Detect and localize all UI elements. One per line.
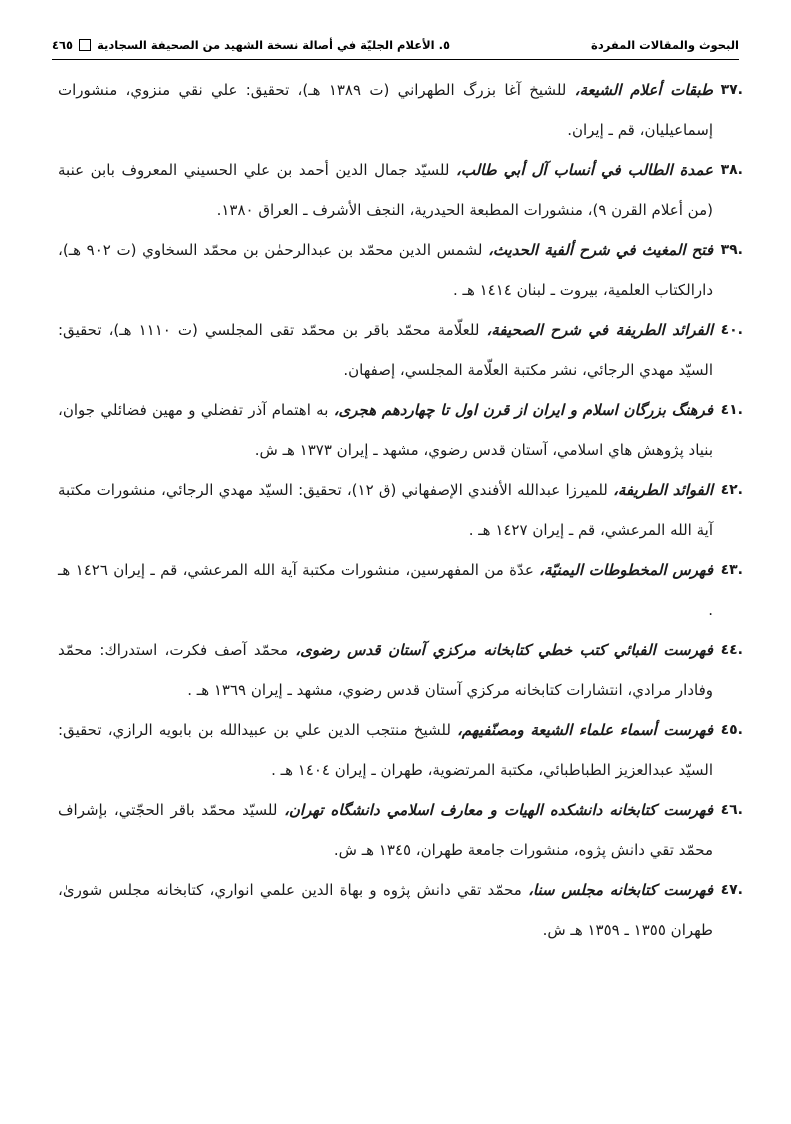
square-ornament-icon — [79, 39, 91, 51]
bibliography-entry — [58, 310, 743, 390]
entry-title: عمدة الطالب في أنساب آل أبي طالب، — [456, 161, 713, 179]
bibliography-entry — [58, 710, 743, 790]
entry-number: ٤٣. — [720, 562, 743, 578]
entry-details: للسيّد محمّد باقر الحجّتي، بإشراف محمّد تقي دانش پژوه، منشورات جامعة طهران، ١٣٤٥ هـ ش. — [58, 801, 713, 859]
entry-title: طبقات أعلام الشيعة، — [574, 81, 713, 99]
bibliography-entry — [58, 470, 743, 550]
entry-number: ٣٨. — [720, 162, 743, 178]
bibliography-list — [58, 70, 743, 950]
entry-number: ٤٦. — [720, 802, 743, 818]
entry-details: للسيّد جمال الدين أحمد بن علي الحسيني المعروف بابن عنبة (من أعلام القرن ٩)، منشورات المطبعة الحيدرية، النجف الأشرف ـ العراق ١٣٨٠. — [58, 161, 713, 219]
entry-title: فهرست الفبائي كتب خطي كتابخانه مركزي آستان قدس رضوى، — [295, 641, 713, 659]
entry-number: ٤٠. — [720, 322, 743, 338]
entry-details: لشمس الدين محمّد بن عبدالرحمٰن بن محمّد السخاوي (ت ٩٠٢ هـ)، دارالكتاب العلمية، بيروت ـ لبنان ١٤١٤ هـ . — [58, 241, 713, 299]
entry-details: للميرزا عبدالله الأفندي الإصفهاني (ق ١٢)، تحقيق: السيّد مهدي الرجائي، منشورات مكتبة آية الله المرعشي، قم ـ إيران ١٤٢٧ هـ . — [58, 481, 713, 539]
entry-number: ٤٥. — [720, 722, 743, 738]
entry-details: للشيخ منتجب الدين علي بن عبيدالله بن بابويه الرازي، تحقيق: السيّد عبدالعزيز الطباطبائي، مكتبة المرتضوية، طهران ـ إيران ١٤٠٤ هـ . — [58, 721, 713, 779]
entry-number: ٤٤. — [720, 642, 743, 658]
header-article-info — [52, 38, 450, 52]
entry-title: فرهنگ بزرگان اسلام و ايران از قرن اول تا چهاردهم هجرى، — [333, 401, 713, 419]
entry-details: للعلّامة محمّد باقر بن محمّد تقى المجلسي (ت ١١١٠ هـ)، تحقيق: السيّد مهدي الرجائي، نشر مكتبة العلّامة المجلسي، إصفهان. — [58, 321, 713, 379]
entry-title: فهرس المخطوطات اليمنيّة، — [539, 561, 714, 579]
entry-number: ٣٩. — [720, 242, 743, 258]
page-number: ٤٦٥ — [52, 38, 74, 52]
entry-title: فهرست كتابخانه دانشكده الهيات و معارف اسلامي دانشگاه تهران، — [284, 801, 713, 819]
entry-details: محمّد آصف فكرت، استدراك: محمّد وفادار مرادي، انتشارات كتابخانه مركزي آستان قدس رضوي، مشهد ـ إيران ١٣٦٩ هـ . — [58, 641, 713, 699]
entry-title: الفوائد الطريفة، — [613, 481, 714, 499]
header-article-title: ٥. الأعلام الجليّة في أصالة نسخة الشهيد من الصحيفة السجادية — [97, 38, 450, 52]
entry-number: ٤٧. — [720, 882, 743, 898]
entry-title: فهرست كتابخانه مجلس سنا، — [528, 881, 713, 899]
entry-title: فهرست أسماء علماء الشيعة ومصنّفيهم، — [457, 721, 713, 739]
entry-details: عدّة من المفهرسين، منشورات مكتبة آية الله المرعشي، قم ـ إيران ١٤٢٦ هـ . — [58, 561, 713, 619]
entry-details: للشيخ آغا بزرگ الطهراني (ت ١٣٨٩ هـ)، تحقيق: علي نقي منزوي، منشورات إسماعيليان، قم ـ إيران. — [58, 81, 713, 139]
bibliography-entry — [58, 870, 743, 950]
entry-title: فتح المغيث في شرح ألفية الحديث، — [488, 241, 713, 259]
bibliography-entry — [58, 150, 743, 230]
bibliography-entry — [58, 230, 743, 310]
header-rule — [52, 59, 739, 60]
entry-number: ٤١. — [720, 402, 743, 418]
header-section-title: البحوث والمقالات المفردة — [591, 38, 739, 52]
bibliography-entry — [58, 390, 743, 470]
entry-details: به اهتمام آذر تفضلي و مهين فضائلي جوان، بنياد پژوهش هاي اسلامي، آستان قدس رضوي، مشهد ـ إيران ١٣٧٣ هـ ش. — [58, 401, 713, 459]
bibliography-entry — [58, 550, 743, 630]
bibliography-entry — [58, 630, 743, 710]
entry-title: الفرائد الطريفة في شرح الصحيفة، — [486, 321, 713, 339]
running-header — [52, 32, 739, 58]
entry-details: محمّد تقي دانش پژوه و بهاة الدين علمي انواري، كتابخانه مجلس شورىٰ، طهران ١٣٥٥ ـ ١٣٥٩ هـ ش. — [58, 881, 713, 939]
entry-number: ٣٧. — [720, 82, 743, 98]
bibliography-entry — [58, 790, 743, 870]
bibliography-entry — [58, 70, 743, 150]
entry-number: ٤٢. — [720, 482, 743, 498]
